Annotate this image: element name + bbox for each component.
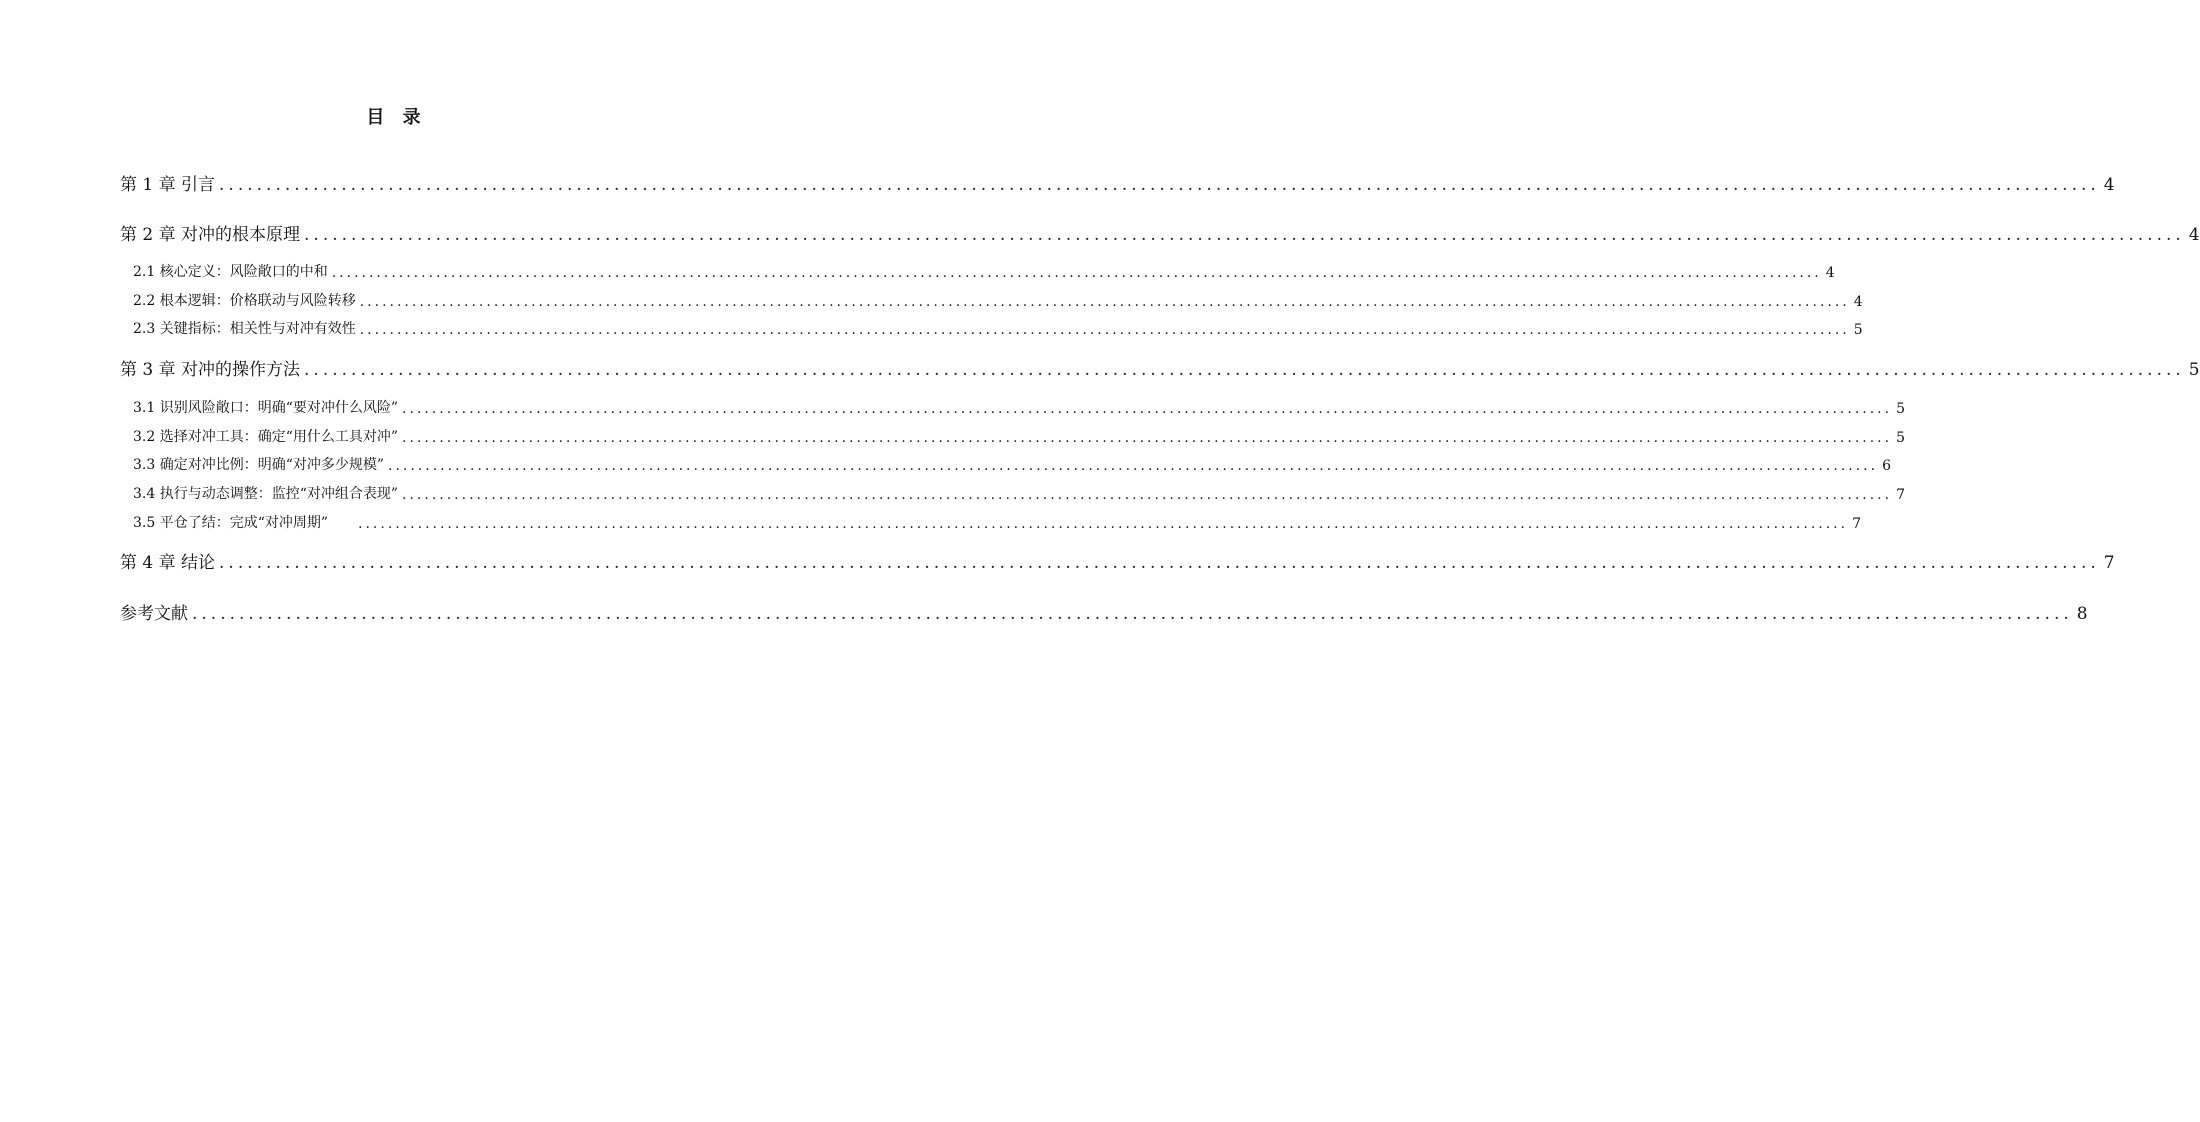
toc-entry-label: 2.3 关键指标：相关性与对冲有效性 [133,321,356,337]
toc-entry-page: 4 [1853,294,1863,310]
toc-entry-page: 8 [2076,604,2088,624]
toc-entry-page: 7 [2103,553,2115,573]
toc-entry-label: 3.2 选择对冲工具：确定“用什么工具对冲” [133,429,399,445]
toc-entry-label: 3.5 平仓了结：完成“对冲周期” [133,515,329,531]
toc-entry-label: 3.1 识别风险敞口：明确“要对冲什么风险” [133,400,399,416]
toc-entry-section-3-5[interactable] [133,512,1861,532]
toc-entry-label: 第 3 章 对冲的操作方法 [120,360,301,380]
toc-entry-page: 5 [1896,401,1905,417]
toc-leader-dots: ........................................................................................................................................................................................................ [402,401,1893,417]
toc-entry-chapter-4[interactable] [120,549,2115,573]
toc-entry-label: 3.4 执行与动态调整：监控“对冲组合表现” [133,486,399,502]
toc-leader-dots: ........................................................................................................................................................................................................ [331,265,1822,281]
toc-entry-references[interactable] [120,600,2088,624]
toc-entry-section-3-1[interactable] [133,397,1905,417]
toc-entry-page: 5 [2188,360,2200,380]
toc-entry-label: 2.2 根本逻辑：价格联动与风险转移 [133,293,356,309]
toc-entry-page: 5 [1896,430,1905,446]
toc-entry-section-3-4[interactable] [133,483,1905,503]
toc-leader-dots: ........................................................................................................................................................................................................ [402,487,1893,503]
toc-entry-section-3-3[interactable] [133,454,1891,474]
toc-leader-dots: ........................................................................................................................................................................................................ [219,553,2100,573]
toc-entry-page: 5 [1853,322,1863,338]
toc-title: 目 录 [366,107,427,128]
toc-entry-page: 7 [1896,487,1905,503]
toc-leader-dots: ........................................................................................................................................................................................................ [304,360,2185,380]
toc-entry-section-2-2[interactable] [133,290,1863,310]
toc-leader-dots: ........................................................................................................................................................................................................ [304,225,2185,245]
toc-leader-dots: ........................................................................................................................................................................................................ [192,604,2073,624]
toc-entry-chapter-2[interactable] [120,221,2200,245]
toc-entry-label: 第 4 章 结论 [120,553,216,573]
toc-entry-page: 6 [1882,458,1891,474]
toc-leader-dots: ........................................................................................................................................................................................................ [358,516,1849,532]
toc-entry-section-2-3[interactable] [133,318,1863,338]
toc-leader-dots: ........................................................................................................................................................................................................ [388,458,1879,474]
toc-leader-dots: ........................................................................................................................................................................................................ [402,430,1893,446]
toc-entry-label: 第 1 章 引言 [120,175,216,195]
toc-entry-chapter-3[interactable] [120,356,2200,380]
toc-leader-dots: ........................................................................................................................................................................................................ [359,294,1850,310]
toc-entry-page: 4 [1825,265,1835,281]
toc-entry-label: 第 2 章 对冲的根本原理 [120,225,301,245]
toc-entry-chapter-1[interactable] [120,171,2115,195]
toc-entry-page: 4 [2103,175,2115,195]
toc-entry-page: 7 [1852,516,1861,532]
toc-entry-page: 4 [2188,225,2200,245]
toc-entry-section-3-2[interactable] [133,426,1905,446]
toc-entry-label: 3.3 确定对冲比例：明确“对冲多少规模” [133,457,385,473]
toc-leader-dots: ........................................................................................................................................................................................................ [359,322,1850,338]
toc-entry-section-2-1[interactable] [133,261,1835,281]
toc-entry-label: 参考文献 [120,604,188,624]
toc-entry-label: 2.1 核心定义：风险敞口的中和 [133,264,328,280]
toc-leader-dots: ........................................................................................................................................................................................................ [219,175,2100,195]
